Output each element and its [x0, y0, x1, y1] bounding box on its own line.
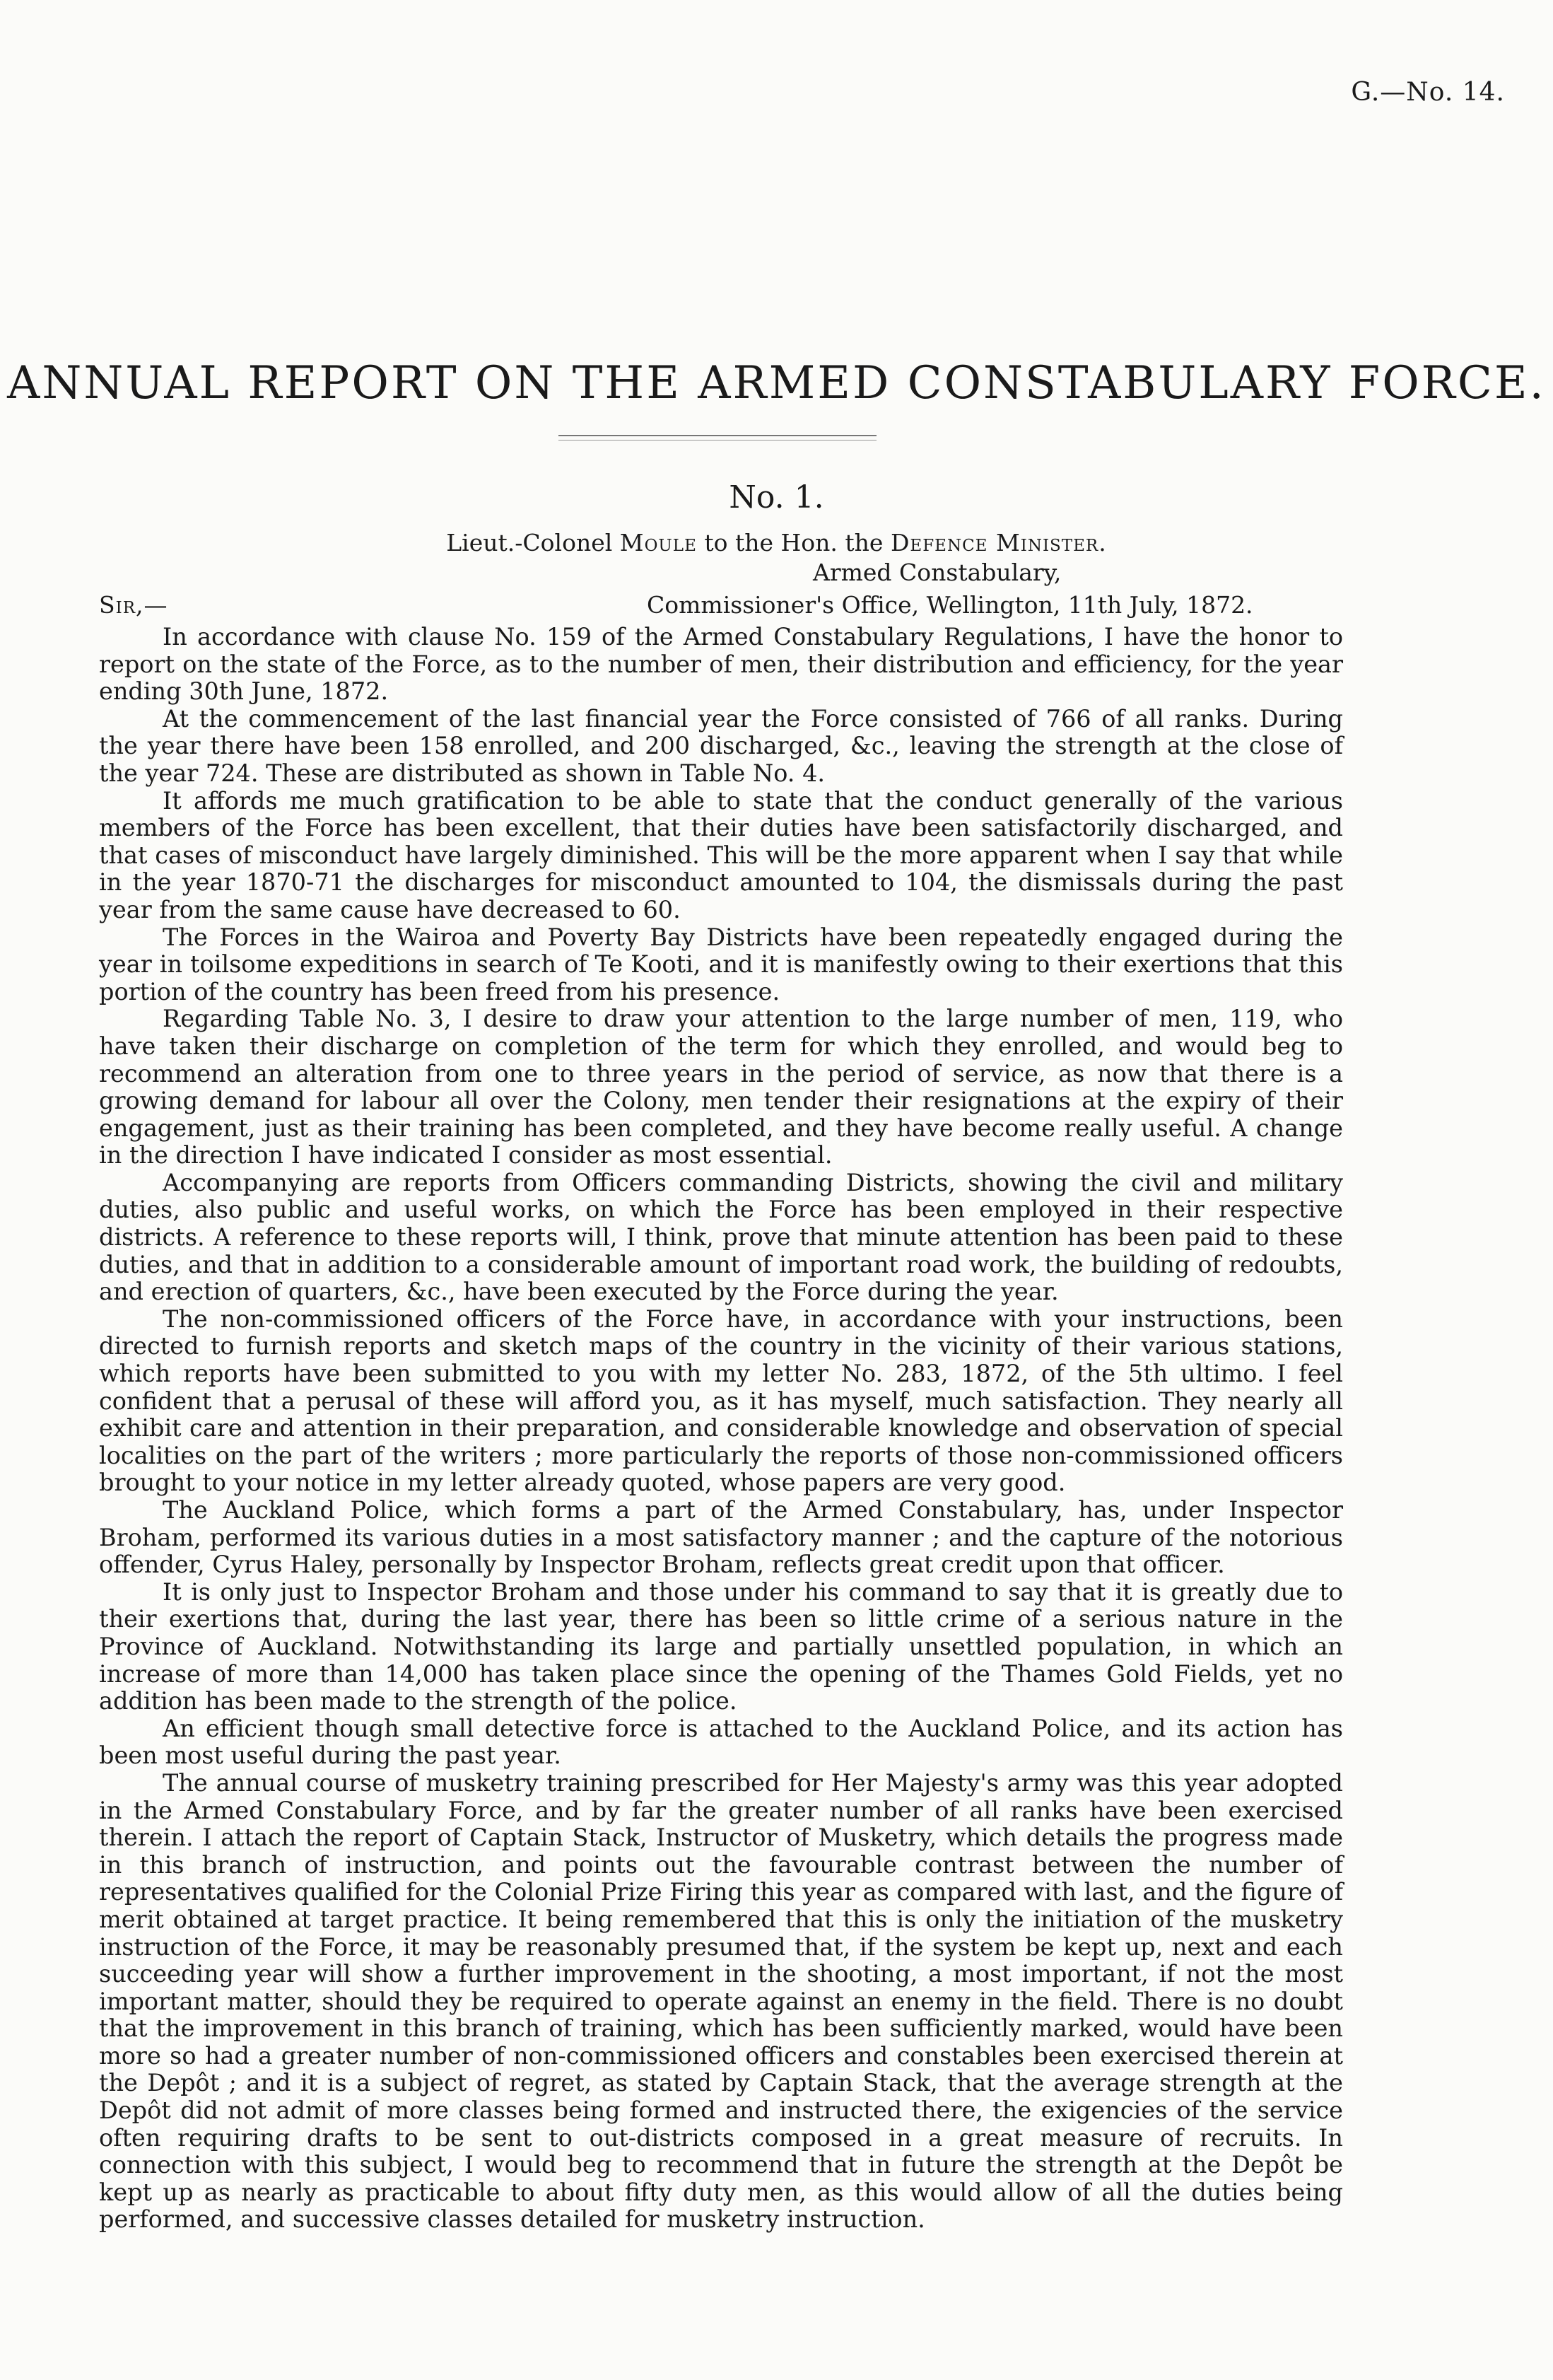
from-name: Moule	[619, 529, 697, 556]
from-prefix: Lieut.-Colonel	[446, 529, 613, 556]
to-title: Defence Minister.	[890, 529, 1107, 556]
office-and-date: Commissioner's Office, Wellington, 11th July, 1872.	[647, 591, 1253, 619]
title-divider-thin	[558, 440, 877, 441]
paragraph: Regarding Table No. 3, I desire to draw your attention to the large number of men, 119, who have taken their discharge on completion of the term for which they enrolled, and would beg to recommend an alteration from one to three years in the period of service, as now that there is a growing demand for labour all over the Colony, men tender their resignations at the expiry of their engagement, just as their training has been completed, and they have become really useful. A change in the direction I have indicated I consider as most essential.	[99, 1005, 1343, 1169]
paragraph: In accordance with clause No. 159 of the Armed Constabulary Regulations, I have the honor to report on the state of the Force, as to the number of men, their distribution and efficiency, for the year ending 30th June, 1872.	[99, 623, 1343, 706]
paragraph: The Auckland Police, which forms a part of the Armed Constabulary, has, under Inspector Broham, performed its various duties in a most satisfactory manner ; and the capture of the notorious offender, Cyrus Haley, personally by Inspector Broham, reflects great credit upon that officer.	[99, 1496, 1343, 1579]
letter-number: No. 1.	[729, 479, 824, 515]
title-divider	[558, 435, 877, 436]
paragraph: It is only just to Inspector Broham and those under his command to say that it is greatly due to their exertions that, during the last year, there has been so little crime of a serious nature in the Province of Auckland. Notwithstanding its large and partially unsettled population, in which an increase of more than 14,000 has taken place since the opening of the Thames Gold Fields, yet no addition has been made to the strength of the police.	[99, 1577, 1343, 1715]
paragraph: It affords me much gratification to be able to state that the conduct generally of the various members of the Force has been excellent, that their duties have been satisfactorily discharged, and that cases of misconduct have largely diminished. This will be the more apparent when I say that while in the year 1870-71 the discharges for misconduct amounted to 104, the dismissals during the past year from the same cause have decreased to 60.	[99, 786, 1343, 923]
paragraph: Accompanying are reports from Officers commanding Districts, showing the civil and military duties, also public and useful works, on which the Force has been employed in their respective districts. A reference to these reports will, I think, prove that minute attention has been paid to these duties, and that in addition to a considerable amount of important road work, the building of redoubts, and erection of quarters, &c., have been executed by the Force during the year.	[99, 1168, 1343, 1306]
paragraph: An efficient though small detective force is attached to the Auckland Police, and its action has been most useful during the past year.	[99, 1714, 1343, 1770]
salutation: Sir,—	[99, 591, 168, 619]
report-title: ANNUAL REPORT ON THE ARMED CONSTABULARY FORCE.	[7, 357, 1546, 409]
paragraph: The non-commissioned officers of the Force have, in accordance with your instructions, been directed to furnish reports and sketch maps of the country in the vicinity of their various stations, which reports have been submitted to you with my letter No. 283, 1872, of the 5th ultimo. I feel confident that a perusal of these will afford you, as it has myself, much satisfaction. They nearly all exhibit care and attention in their preparation, and considerable knowledge and observation of special localities on the part of the writers ; more particularly the reports of those non-commissioned officers brought to your notice in my letter already quoted, whose papers are very good.	[99, 1305, 1343, 1497]
letter-address-line	[0, 529, 1553, 556]
to-prefix: to the Hon. the	[704, 529, 884, 556]
paragraph: At the commencement of the last financial year the Force consisted of 766 of all ranks. During the year there have been 158 enrolled, and 200 discharged, &c., leaving the strength at the close of the year 724. These are distributed as shown in Table No. 4.	[99, 704, 1343, 787]
paragraph: The Forces in the Wairoa and Poverty Bay Districts have been repeatedly engaged during the year in toilsome expeditions in search of Te Kooti, and it is manifestly owing to their exertions that this portion of the country has been freed from his presence.	[99, 923, 1343, 1005]
letter-body	[99, 624, 1343, 2234]
page-reference: G.—No. 14.	[1351, 78, 1505, 107]
paragraph: The annual course of musketry training prescribed for Her Majesty's army was this year adopted in the Armed Constabulary Force, and by far the greater number of all ranks have been exercised therein. I attach the report of Captain Stack, Instructor of Musketry, which details the progress made in this branch of instruction, and points out the favourable contrast between the number of representatives qualified for the Colonial Prize Firing this year as compared with last, and the figure of merit obtained at target practice. It being remembered that this is only the initiation of the musketry instruction of the Force, it may be reasonably presumed that, if the system be kept up, next and each succeeding year will show a further improvement in the shooting, a most important, if not the most important matter, should they be required to operate against an enemy in the field. There is no doubt that the improvement in this branch of training, which has been sufficiently marked, would have been more so had a greater number of non-commissioned officers and constables been exercised therein at the Depôt ; and it is a subject of regret, as stated by Captain Stack, that the average strength at the Depôt did not admit of more classes being formed and instructed there, the exigencies of the service often requiring drafts to be sent to out-districts composed in a great measure of recruits. In connection with this subject, I would beg to recommend that in future the strength at the Depôt be kept up as nearly as practicable to about fifty duty men, as this would allow of all the duties being performed, and successive classes detailed for musketry instruction.	[99, 1768, 1343, 2234]
sender-organisation: Armed Constabulary,	[813, 559, 1062, 586]
